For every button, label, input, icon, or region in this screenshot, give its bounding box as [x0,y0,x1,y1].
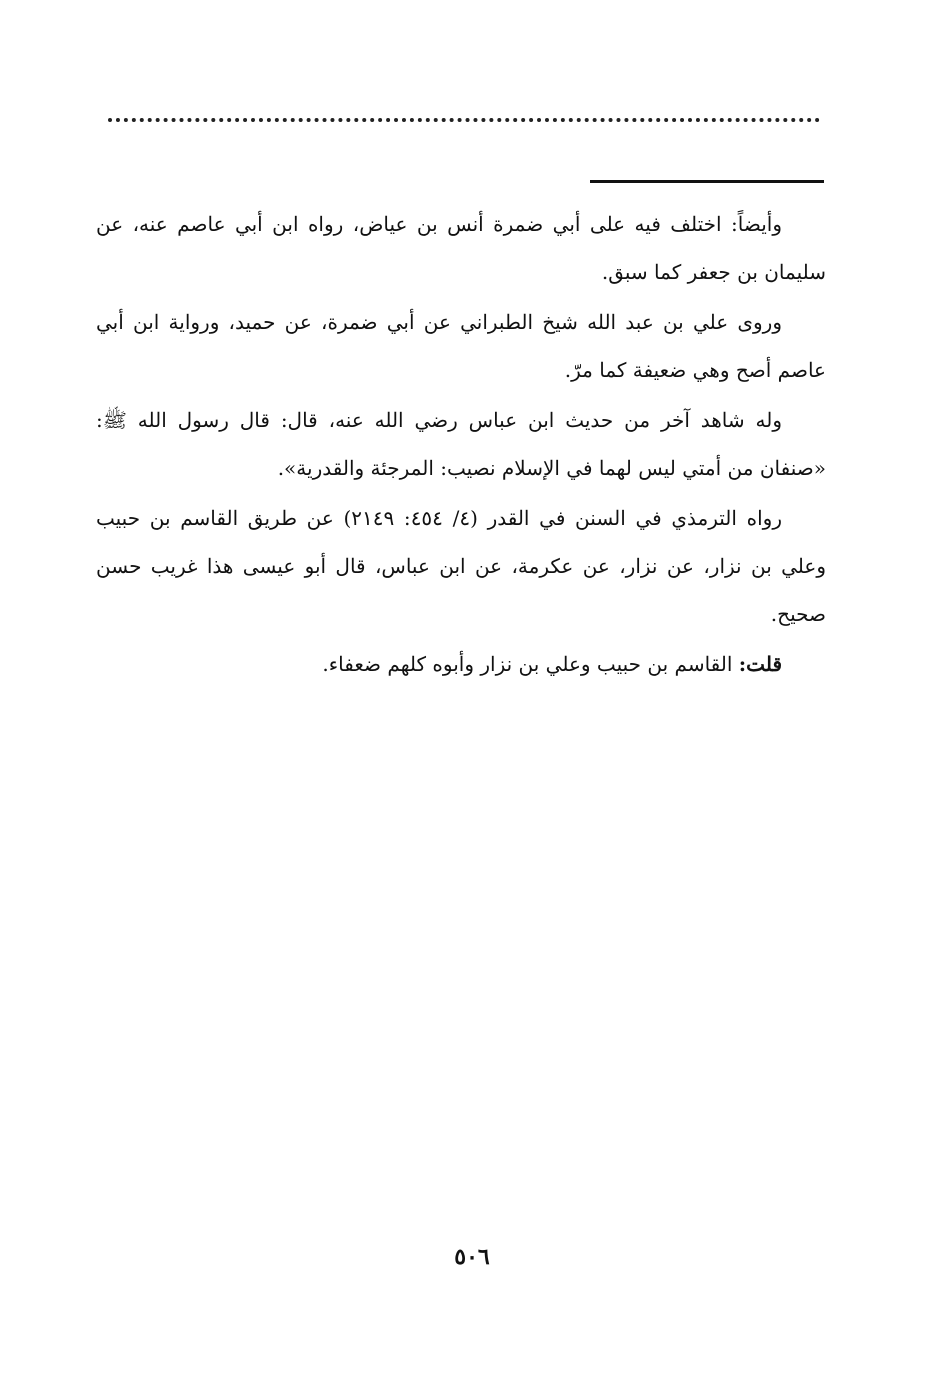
dotted-separator [108,118,820,122]
body-text [96,200,826,690]
section-rule [590,180,824,183]
paragraph-text: وله شاهد آخر من حديث ابن عباس رضي الله عنه، قال: قال رسول الله ﷺ: «صنفان من أمتي ليس لهما في الإسلام نصيب: المرجئة والقدرية». [96,408,826,480]
paragraph-text: رواه الترمذي في السنن في القدر (٤/ ٤٥٤: ٢١٤٩) عن طريق القاسم بن حبيب وعلي بن نزار، عن نزار، عن عكرمة، عن ابن عباس، قال أبو عيسى هذا غريب حسن صحيح. [96,506,826,626]
paragraph [96,494,826,638]
paragraph-lead: قلت: [738,652,782,676]
page-number: ٥٠٦ [454,1244,490,1270]
paragraph-text: وأيضاً: اختلف فيه على أبي ضمرة أنس بن عياض، رواه ابن أبي عاصم عنه، عن سليمان بن جعفر كما سبق. [96,212,826,284]
paragraph [96,298,826,394]
paragraph [96,396,826,492]
paragraph [96,200,826,296]
paragraph [96,640,826,688]
paragraph-text: القاسم بن حبيب وعلي بن نزار وأبوه كلهم ضعفاء. [322,652,739,676]
paragraph-text: وروى علي بن عبد الله شيخ الطبراني عن أبي ضمرة، عن حميد، ورواية ابن أبي عاصم أصح وهي ضعيفة كما مرّ. [96,310,826,382]
